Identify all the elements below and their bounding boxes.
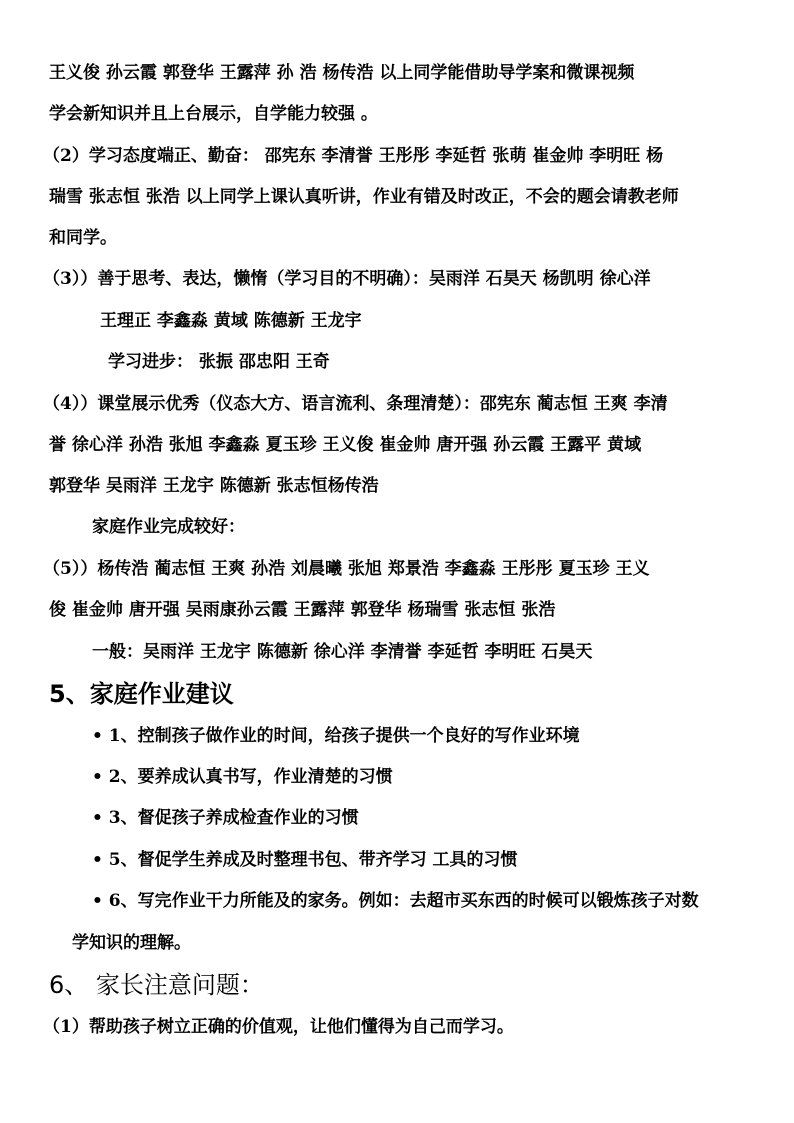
text-line: 学会新知识并且上台展示，自学能力较强 。	[49, 104, 378, 124]
text-line: （2）学习态度端正、勤奋： 邵宪东 李清誉 王彤彤 李延哲 张萌 崔金帅 李明旺 杨	[43, 146, 664, 166]
list-item: • 1、控制孩子做作业的时间，给孩子提供一个良好的写作业环境	[92, 726, 580, 746]
list-item: • 3、督促孩子养成检查作业的习惯	[92, 808, 359, 828]
text-line: 学习进步： 张振 邵忠阳 王奇	[108, 352, 330, 372]
list-item: • 6、写完作业干力所能及的家务。例如：去超市买东西的时候可以锻炼孩子对数	[92, 891, 699, 911]
text-line: 俊 崔金帅 唐开强 吴雨康孙云霞 王露萍 郭登华 杨瑞雪 张志恒 张浩	[49, 600, 556, 620]
text-line: 一般：吴雨洋 王龙宇 陈德新 徐心洋 李清誉 李延哲 李明旺 石昊天	[92, 642, 593, 662]
text-line: （3））善于思考、表达，懒惰（学习目的不明确）：吴雨洋 石昊天 杨凯明 徐心洋	[43, 269, 651, 289]
text-line: 和同学。	[49, 228, 117, 248]
text-line: 王义俊 孙云霞 郭登华 王露萍 孙 浩 杨传浩 以上同学能借助导学案和微课视频	[49, 63, 635, 83]
text-line: 王理正 李鑫淼 黄域 陈德新 王龙宇	[100, 311, 362, 331]
section-5-heading: 5、家庭作业建议	[49, 680, 234, 708]
text-line: 瑞雪 张志恒 张浩 以上同学上课认真听讲，作业有错及时改正，不会的题会请教老师	[49, 187, 679, 207]
section-6-heading: 6、 家长注意问题：	[49, 971, 264, 999]
list-item: （1）帮助孩子树立正确的价值观，让他们懂得为自己而学习。	[43, 1017, 514, 1037]
text-line: （4））课堂展示优秀（仪态大方、语言流利、条理清楚）：邵宪东 蔺志恒 王爽 李清	[43, 394, 668, 414]
text-line: 家庭作业完成较好：	[92, 517, 245, 537]
text-line: 郭登华 吴雨洋 王龙宇 陈德新 张志恒杨传浩	[49, 476, 379, 496]
list-item: • 2、要养成认真书写，作业清楚的习惯	[92, 767, 393, 787]
text-line: 誉 徐心洋 孙浩 张旭 李鑫淼 夏玉珍 王义俊 崔金帅 唐开强 孙云霞 王露平 黄域	[49, 435, 642, 455]
text-line: （5））杨传浩 蔺志恒 王爽 孙浩 刘晨曦 张旭 郑景浩 李鑫淼 王彤彤 夏玉珍 王义	[43, 559, 650, 579]
list-item: 学知识的理解。	[72, 933, 191, 953]
list-item: • 5、督促学生养成及时整理书包、带齐学习 工具的习惯	[92, 850, 518, 870]
